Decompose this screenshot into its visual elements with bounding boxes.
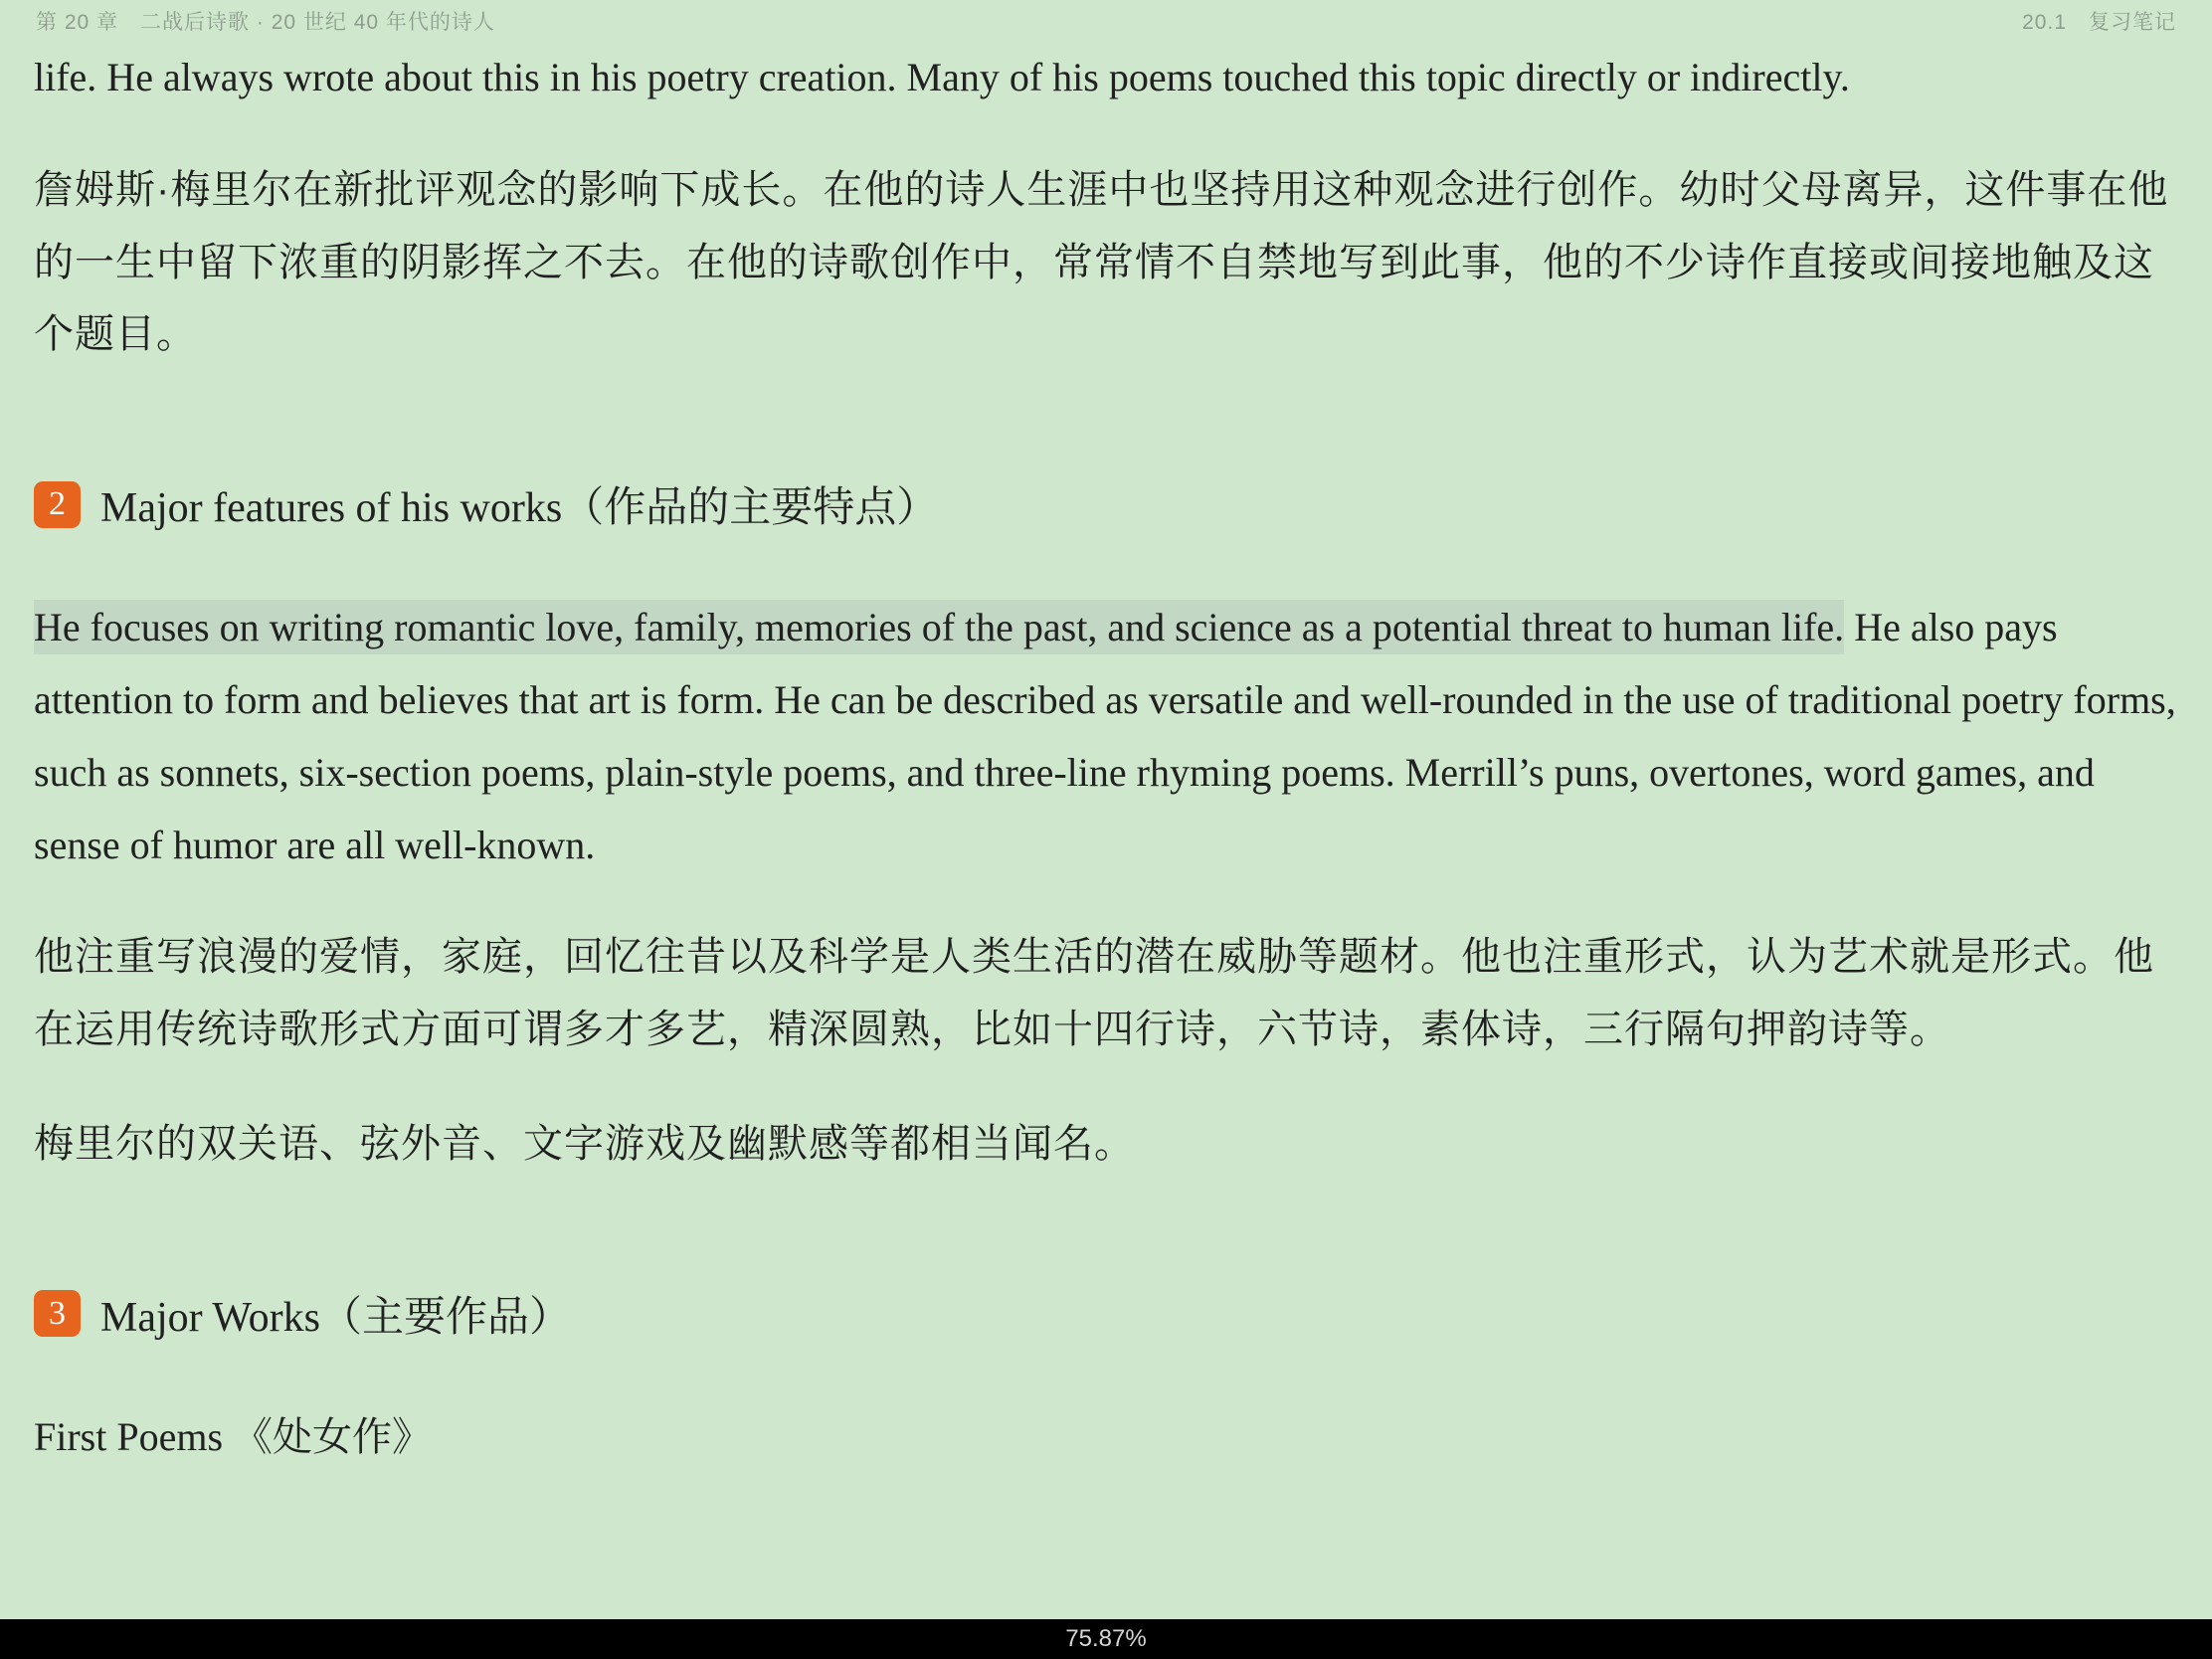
section-heading-2 <box>34 474 2178 534</box>
chapter-title: 第 20 章 二战后诗歌 · 20 世纪 40 年代的诗人 <box>36 11 495 34</box>
paragraph-chinese-translation-3: 梅里尔的双关语、弦外音、文字游戏及幽默感等都相当闻名。 <box>34 1121 1135 1166</box>
page-header <box>36 6 2176 36</box>
paragraph-english-features <box>34 592 2178 881</box>
section-heading-text: Major features of his works（作品的主要特点） <box>100 485 939 532</box>
paragraph-english-features-rest: He also pays attention to form and believes that art is form. He can be described as versatile and well-rounded in the use of traditional poetry forms, such as sonnets, six-section poems, plain-style poems, and three-line rhyming poems. Merrill’s puns, overtones, word games, and sense of humor are all well-known. <box>34 605 2176 867</box>
paragraph-chinese-translation-1: 詹姆斯·梅里尔在新批评观念的影响下成长。在他的诗人生涯中也坚持用这种观念进行创作。幼时父母离异，这件事在他的一生中留下浓重的阴影挥之不去。在他的诗歌创作中，常常情不自禁地写到此事，他的不少诗作直接或间接地触及这个题目。 <box>34 167 2169 357</box>
section-title: 20.1 复习笔记 <box>2022 11 2176 34</box>
section-heading-3 <box>34 1284 2178 1344</box>
section-number-badge: 2 <box>34 481 81 528</box>
progress-percentage: 75.87% <box>1065 1625 1147 1652</box>
paragraph-chinese-translation-2: 他注重写浪漫的爱情，家庭，回忆往昔以及科学是人类生活的潜在威胁等题材。他也注重形式，认为艺术就是形式。他在运用传统诗歌形式方面可谓多才多艺，精深圆熟，比如十四行诗，六节诗，素体诗，三行隔句押韵诗等。 <box>34 935 2154 1052</box>
progress-bar[interactable] <box>0 1619 2212 1659</box>
highlighted-text[interactable]: He focuses on writing romantic love, family, memories of the past, and science as a potential threat to human life. <box>34 600 1844 654</box>
paragraph-partial-bottom: First Poems 《处女作》 <box>34 1413 433 1459</box>
paragraph-english-continuation: life. He always wrote about this in his poetry creation. Many of his poems touched this topic directly or indirectly. <box>34 55 1850 99</box>
section-number-badge: 3 <box>34 1290 81 1337</box>
section-heading-text: Major Works（主要作品） <box>100 1294 571 1341</box>
